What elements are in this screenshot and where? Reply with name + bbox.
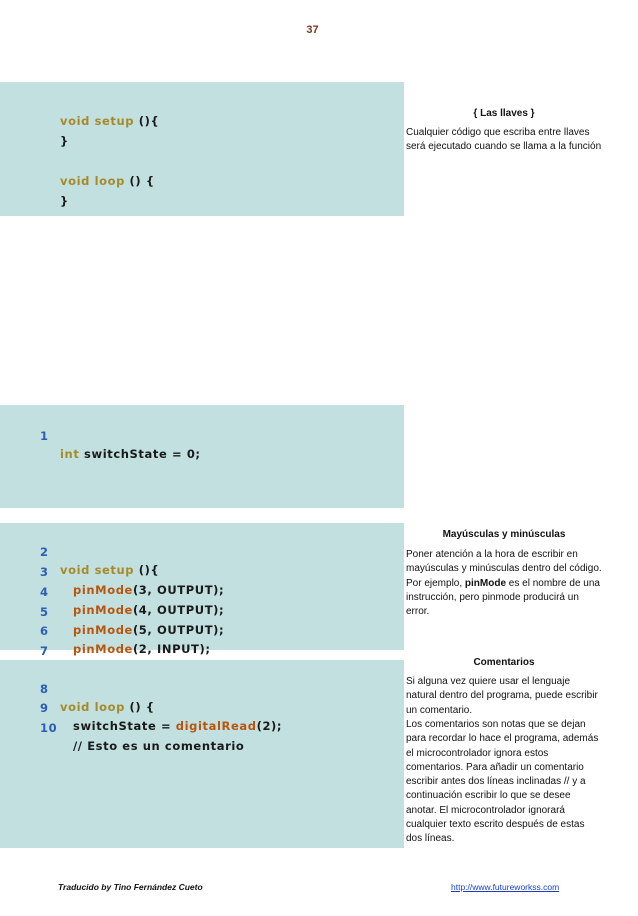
mayusculas-heading: Mayúsculas y minúsculas bbox=[442, 529, 566, 540]
translator-credit: Traducido by Tino Fernández Cueto bbox=[58, 882, 203, 892]
code-line bbox=[0, 662, 155, 714]
code-text: } bbox=[60, 194, 69, 208]
code-function: pinMode bbox=[73, 583, 133, 597]
code-text: (3, OUTPUT); bbox=[132, 583, 225, 597]
llaves-text: Cualquier código que escriba entre llaves será ejecutado cuando se llama a la función bbox=[406, 127, 602, 153]
website-link[interactable]: http://www.futureworkss.com bbox=[451, 882, 560, 892]
line-number: 1 bbox=[40, 429, 49, 443]
code-text: } bbox=[60, 134, 69, 148]
code-keyword: int bbox=[60, 447, 80, 461]
code-line bbox=[0, 525, 160, 577]
code-text: (){ bbox=[134, 563, 160, 577]
line-number: 5 bbox=[40, 605, 49, 619]
code-keyword: void setup bbox=[60, 114, 135, 128]
line-number: 2 bbox=[40, 545, 49, 559]
code-keyword: void loop bbox=[60, 700, 125, 714]
code-text: (){ bbox=[134, 114, 160, 128]
code-block-setup bbox=[0, 523, 404, 658]
line-number: 3 bbox=[40, 565, 49, 579]
code-line bbox=[0, 94, 160, 128]
line-number: 9 bbox=[40, 701, 49, 715]
code-line bbox=[0, 114, 69, 148]
code-comment: // Esto es un comentario bbox=[73, 739, 245, 753]
code-text: switchState = 0; bbox=[79, 447, 201, 461]
line-number: 7 bbox=[40, 644, 49, 658]
code-text: switchState = bbox=[73, 719, 176, 733]
code-line bbox=[0, 624, 49, 658]
code-function: pinMode bbox=[73, 642, 133, 656]
line-number: 8 bbox=[40, 682, 49, 696]
code-function: pinMode bbox=[73, 603, 133, 617]
code-text: (2); bbox=[256, 719, 283, 733]
comentarios-paragraph-2: Los comentarios son notas que se dejan para recordar lo hace el programa, además el microcontrolador ignora estos comentarios. Para añadir un comentario escribir antes dos líneas inclinadas // y a continuación escribir lo que se desee anotar. El microcontrolador ignorará cualquier texto escrito después de estas dos líneas. bbox=[406, 719, 599, 845]
code-term: pinMode bbox=[464, 577, 507, 589]
code-keyword: void loop bbox=[60, 174, 125, 188]
code-text: (4, OUTPUT); bbox=[132, 603, 225, 617]
code-line bbox=[0, 154, 155, 188]
code-line bbox=[0, 174, 69, 208]
code-text: () { bbox=[124, 700, 155, 714]
code-function: pinMode bbox=[73, 623, 133, 637]
mayusculas-text: Poner atención a la hora de escribir en mayúsculas y minúsculas dentro del código. Por ejemplo, pinMode es el nombre de una instrucción, pero pinmode producirá un error. bbox=[406, 549, 602, 618]
page-number: 37 bbox=[306, 24, 319, 36]
comentarios-paragraph-1: Si alguna vez quiere usar el lenguaje natural dentro del programa, puede escribir un comentario. bbox=[406, 676, 598, 716]
llaves-heading: { Las llaves } bbox=[473, 108, 535, 119]
code-function: digitalRead bbox=[175, 719, 257, 733]
code-keyword: void setup bbox=[60, 563, 135, 577]
code-block-loop bbox=[0, 660, 404, 848]
line-number: 4 bbox=[40, 585, 49, 599]
line-number: 10 bbox=[40, 721, 58, 735]
code-block-variable bbox=[0, 405, 404, 508]
code-block-setup-loop bbox=[0, 82, 404, 216]
code-text: (5, OUTPUT); bbox=[132, 623, 225, 637]
comentarios-heading: Comentarios bbox=[473, 657, 535, 668]
code-line bbox=[0, 409, 201, 461]
line-number: 6 bbox=[40, 624, 49, 638]
code-text: () { bbox=[124, 174, 155, 188]
code-text: (2, INPUT); bbox=[132, 642, 211, 656]
